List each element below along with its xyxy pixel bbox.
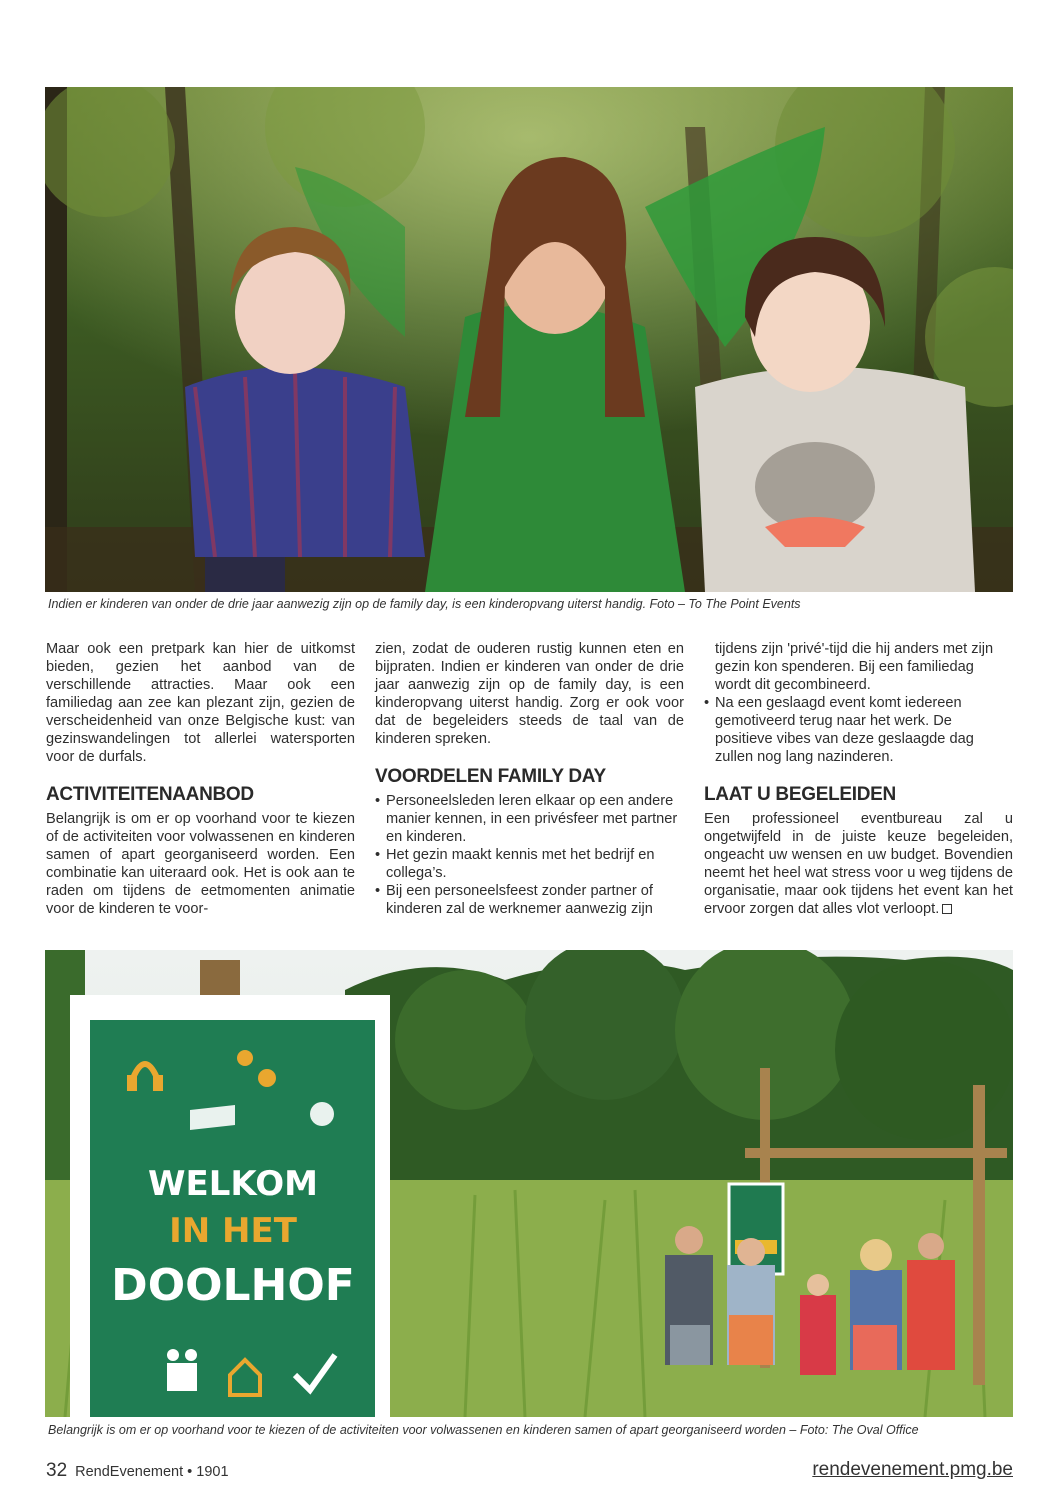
list-item: • Na een geslaagd event komt iedereen gemotiveerd terug naar het werk. De positieve vibes van deze geslaagde dag zullen nog lang nazinderen. [704, 694, 1013, 766]
list-item-text: tijdens zijn 'privé'-tijd die hij anders met zijn gezin kon spenderen. Bij een familiedag wordt dit gecombineerd. [715, 641, 994, 693]
sign-line-2: IN HET [169, 1211, 297, 1251]
voordelen-list [375, 792, 684, 918]
list-item-continued [704, 640, 1013, 694]
list-item: • Bij een personeelsfeest zonder partner of kinderen zal de werknemer aanwezig zijn [375, 882, 684, 918]
sign-line-1: WELKOM [148, 1164, 318, 1204]
paragraph-begeleiden [704, 810, 1013, 918]
voordelen-list-continued [704, 640, 1013, 766]
article-column-3 [704, 640, 1013, 918]
heading-laat-u-begeleiden: LAAT U BEGELEIDEN [704, 784, 896, 805]
sign-line-3: DOOLHOF [111, 1260, 355, 1311]
photo-doolhof [45, 950, 1013, 1417]
heading-activiteitenaanbod: ACTIVITEITENAANBOD [46, 784, 254, 805]
paragraph-activiteiten: Belangrijk is om er op voorhand voor te kiezen of de activiteiten voor volwassenen en kinderen samen of apart georganiseerd worden. Een combinatie kan uiteraard ook. Het is ook aan te raden om tijdens de eetmomenten animatie voor de kinderen te voor- [46, 811, 355, 917]
paragraph-begeleiden-text: Een professioneel eventbureau zal u ongetwijfeld in de juiste keuze begeleiden, ongeacht uw wensen en uw budget. Bovendien neemt het heel wat stress voor u weg tijdens de organisatie, maar ook tijdens het event kan het ervoor zorgen dat alles vlot verloopt. [704, 811, 1013, 917]
website-link[interactable]: rendevenement.pmg.be [812, 1459, 1013, 1480]
end-mark-icon [942, 904, 952, 914]
photo-caption: Belangrijk is om er op voorhand voor te kiezen of de activiteiten voor volwassenen en kinderen samen of apart georganiseerd worden – Foto: The Oval Office [48, 1423, 919, 1437]
page-number: 32 [46, 1460, 68, 1481]
article-column-1 [46, 640, 355, 918]
photo-caption: Indien er kinderen van onder de drie jaar aanwezig zijn op de family day, is een kinderopvang uiterst handig. Foto – To The Point Events [48, 597, 801, 611]
paragraph-continued: zien, zodat de ouderen rustig kunnen eten en bijpraten. Indien er kinderen van onder de drie jaar aanwezig zijn op de family day, is een kinderopvang uiterst handig. Zorg er ook voor dat de begeleiders steeds de taal van de kinderen spreken. [375, 641, 684, 747]
article-column-2 [375, 640, 684, 918]
photo-kinderopvang [45, 87, 1013, 592]
list-item: • Personeelsleden leren elkaar op een andere manier kennen, in een privésfeer met partner en kinderen. [375, 792, 684, 846]
list-item: • Het gezin maakt kennis met het bedrijf en collega’s. [375, 846, 684, 882]
magazine-issue: RendEvenement • 1901 [75, 1464, 229, 1480]
heading-voordelen-family-day: VOORDELEN FAMILY DAY [375, 766, 606, 787]
paragraph-intro: Maar ook een pretpark kan hier de uitkomst bieden, gezien het aanbod van de verschillende attracties. Maar ook een familiedag aan zee kan plezant zijn, gezien de verscheidenheid van onze Belgische kust: van gezinswandelingen tot allerlei watersporten voor de durfals. [46, 641, 355, 765]
footer-publication [46, 1460, 229, 1482]
